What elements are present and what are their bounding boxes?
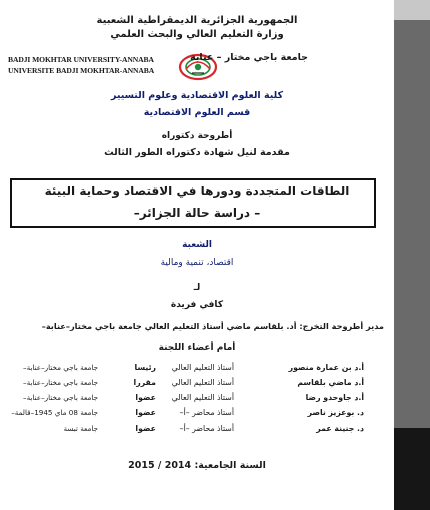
- ministry-line: وزارة التعليم العالي والبحث العلمي: [110, 29, 284, 40]
- republic-line: الجمهورية الجزائرية الديمقراطية الشعبية: [96, 15, 298, 26]
- jury-member-role: عضوا: [135, 393, 156, 402]
- jury-member-name: أ.د جاوحدو رضا: [305, 393, 364, 402]
- by-label: لـ: [193, 283, 201, 293]
- thesis-type: أطروحة دكتوراه: [161, 131, 233, 141]
- jury-row: [0, 363, 394, 377]
- jury-member-rank: أستاذ التعليم العالي: [171, 378, 234, 387]
- university-name-ar: جامعة باجي مختار – عنابة: [190, 52, 308, 63]
- jury-member-institution: جامعة باجي مختار–عنابة–: [22, 363, 98, 372]
- jury-member-institution: جامعة باجي مختار–عنابة–: [22, 393, 98, 402]
- viewer-scroll-edge: [394, 0, 430, 510]
- jury-member-name: د. بوعزيز ناصر: [307, 408, 364, 417]
- academic-year: السنة الجامعية: 2014 / 2015: [128, 460, 266, 471]
- jury-row: [0, 424, 394, 438]
- jury-member-rank: أستاذ محاضر –أ–: [179, 424, 234, 433]
- branch-label: الشعبة: [182, 240, 212, 250]
- jury-member-institution: جامعة باجي مختار–عنابة–: [22, 378, 98, 387]
- jury-member-rank: أستاذ التعليم العالي: [171, 363, 234, 372]
- department-line: قسم العلوم الاقتصادية: [143, 107, 251, 118]
- jury-member-role: مقررا: [133, 378, 156, 387]
- jury-row: [0, 393, 394, 407]
- viewer-top-strip: [394, 0, 430, 20]
- thesis-title-line-2: – دراسة حالة الجزائر–: [133, 206, 261, 220]
- jury-member-role: عضوا: [135, 424, 156, 433]
- university-name-en-2: UNIVERSITE BADJI MOKHTAR-ANNABA: [8, 66, 155, 75]
- jury-member-name: أ.د ماضي بلقاسم: [297, 378, 364, 387]
- jury-member-role: عضوا: [135, 408, 156, 417]
- jury-member-name: د. جنينة عمر: [316, 424, 364, 433]
- jury-member-institution: جامعة تبسة: [63, 424, 98, 433]
- jury-member-name: أ.د بن عمارة منصور: [288, 363, 364, 372]
- jury-member-institution: جامعة 08 ماي 1945–قالمة–: [11, 408, 98, 417]
- jury-member-role: رئيسا: [134, 363, 156, 372]
- jury-heading: أمام أعضاء اللجنة: [158, 343, 236, 353]
- degree-line: مقدمة لنيل شهادة دكتوراه الطور الثالث: [104, 147, 290, 158]
- specialty-label: اقتصاد، تنمية ومالية: [160, 258, 234, 268]
- university-name-en-1: BADJI MOKHTAR UNIVERSITY-ANNABA: [8, 55, 154, 64]
- jury-row: [0, 378, 394, 392]
- supervisor-line: مدير أطروحة التخرج: أد. بلقاسم ماضي أستاذ التعليم العالي جامعة باجي مختار–عنابة–: [41, 321, 384, 331]
- faculty-line: كلية العلوم الاقتصادية وعلوم التسيير: [110, 90, 284, 101]
- viewer-background: [394, 0, 430, 428]
- jury-member-rank: أستاذ محاضر –أ–: [179, 408, 234, 417]
- author-name: كافي فريدة: [170, 300, 224, 310]
- thesis-title-line-1: الطاقات المتجددة ودورها في الاقتصاد وحماية البيئة: [44, 184, 350, 198]
- jury-row: [0, 408, 394, 422]
- jury-member-rank: أستاذ التعليم العالي: [171, 393, 234, 402]
